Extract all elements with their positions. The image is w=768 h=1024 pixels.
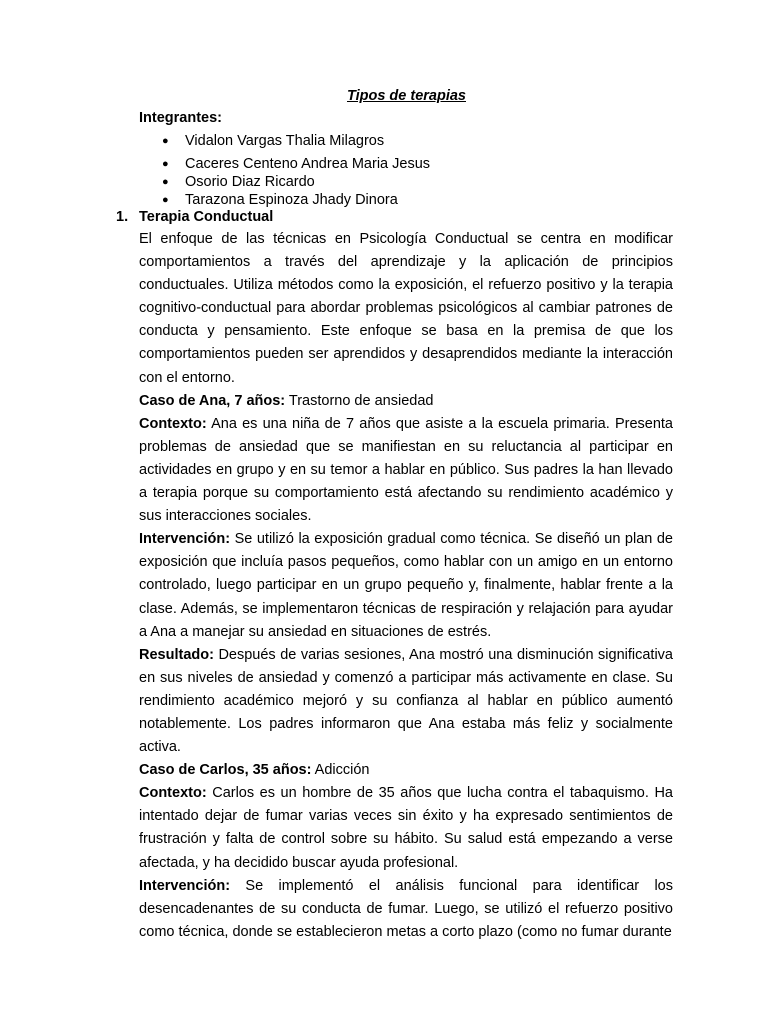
case-heading-label: Caso de Ana, 7 años: [139, 392, 286, 409]
bullet-icon: ● [162, 194, 169, 206]
section-intro: El enfoque de las técnicas en Psicología Conductual se centra en modificar comportamientos a través del aprendizaje y la aplicación de principios conductuales. Utiliza métodos como la exposición, el refuerzo positivo y la terapia cognitivo-conductual para abordar problemas psicológicos al cambiar patrones de conducta y pensamiento. Este enfoque se basa en la premisa de que los comportamientos pueden ser aprendidos y desaprendidos mediante la interacción con el entorno. [139, 231, 673, 386]
case-heading-label: Caso de Carlos, 35 años: [139, 762, 312, 779]
case-context [139, 413, 673, 528]
case-intervention [139, 875, 673, 944]
case-heading [139, 759, 673, 782]
case-subject: Adicción [311, 762, 370, 779]
bullet-icon: ● [162, 135, 169, 147]
case-intervention [139, 528, 673, 643]
result-label: Resultado: [139, 646, 214, 663]
intervention-text: Se implementó el análisis funcional para identificar los desencadenantes de su conducta de fumar. Luego, se utilizó el refuerzo positivo como técnica, donde se establecieron metas a corto plazo (como no fumar durante [139, 877, 673, 940]
integrantes-label: Integrantes: [139, 110, 222, 126]
result-text: Después de varias sesiones, Ana mostró una disminución significativa en sus niveles de ansiedad y comenzó a participar más activamente en clase. Su rendimiento académico mejoró y su confianza al hablar en público aumentó notablemente. Los padres informaron que Ana estaba más feliz y socialmente activa. [139, 646, 673, 756]
case-subject: Trastorno de ansiedad [285, 392, 434, 409]
page-title: Tipos de terapias [347, 88, 466, 104]
section-number: 1. [116, 209, 129, 225]
intervention-label: Intervención: [139, 877, 231, 894]
case-result [139, 644, 673, 759]
member-name: Vidalon Vargas Thalia Milagros [185, 133, 385, 149]
member-name: Osorio Diaz Ricardo [185, 174, 315, 190]
context-text: Ana es una niña de 7 años que asiste a la escuela primaria. Presenta problemas de ansiedad que se manifiestan en su reluctancia al participar en actividades en grupo y en su temor a hablar en público. Sus padres la han llevado a terapia porque su comportamiento está afectando su rendimiento académico y sus interacciones sociales. [139, 415, 673, 525]
member-name: Tarazona Espinoza Jhady Dinora [185, 192, 398, 208]
bullet-icon: ● [162, 158, 169, 170]
intervention-text: Se utilizó la exposición gradual como técnica. Se diseñó un plan de exposición que incluía pasos pequeños, como hablar con un amigo en un entorno controlado, luego participar en un grupo pequeño y, finalmente, hablar frente a la clase. Además, se implementaron técnicas de respiración y relajación para ayudar a Ana a manejar su ansiedad en situaciones de estrés. [139, 531, 673, 640]
context-text: Carlos es un hombre de 35 años que lucha contra el tabaquismo. Ha intentado dejar de fumar varias veces sin éxito y ha expresado sentimientos de frustración y falta de control sobre su hábito. Su salud está empezando a verse afectada, y ha decidido buscar ayuda profesional. [139, 785, 673, 871]
bullet-icon: ● [162, 176, 169, 188]
context-label: Contexto: [139, 415, 207, 432]
member-name: Caceres Centeno Andrea Maria Jesus [185, 156, 431, 172]
case-heading [139, 390, 673, 413]
context-label: Contexto: [139, 785, 207, 802]
section-title: Terapia Conductual [139, 209, 274, 225]
intervention-label: Intervención: [139, 531, 231, 548]
section-body [139, 228, 673, 944]
case-context [139, 782, 673, 874]
